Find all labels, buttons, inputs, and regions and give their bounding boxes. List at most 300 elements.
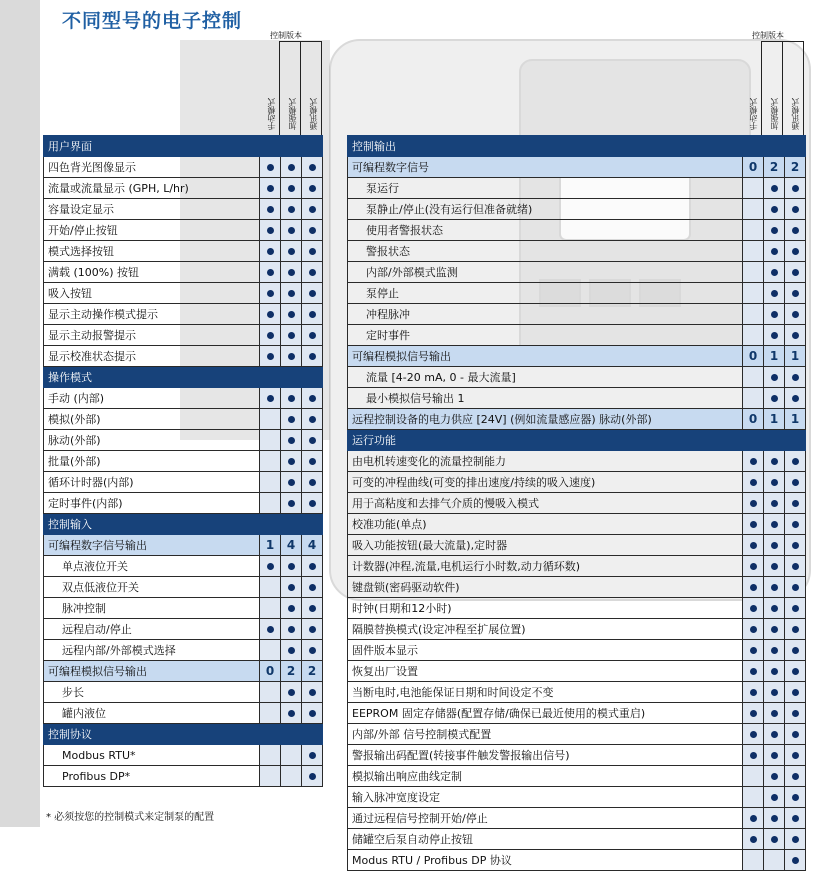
availability-cell — [785, 808, 806, 829]
availability-dot-icon — [792, 668, 799, 675]
availability-dot-icon — [771, 332, 778, 339]
availability-cell — [764, 640, 785, 661]
availability-dot-icon — [750, 710, 757, 717]
availability-cell — [764, 724, 785, 745]
availability-dot-icon — [750, 479, 757, 486]
availability-cell — [764, 661, 785, 682]
availability-cell — [743, 472, 764, 493]
empty-cell — [260, 577, 281, 598]
availability-cell — [260, 388, 281, 409]
right-section-header — [348, 136, 806, 157]
availability-cell — [764, 451, 785, 472]
left-feature-row — [44, 745, 323, 766]
feature-label: 满载 (100%) 按钮 — [44, 262, 260, 283]
availability-cell — [260, 241, 281, 262]
availability-cell — [743, 829, 764, 850]
availability-cell — [281, 682, 302, 703]
empty-cell — [260, 703, 281, 724]
availability-dot-icon — [750, 605, 757, 612]
availability-cell — [302, 325, 323, 346]
feature-label: 显示主动操作模式提示 — [44, 304, 260, 325]
count-cell: 4 — [281, 535, 302, 556]
col-comm-label-right: 通讯模式 — [791, 98, 800, 130]
feature-label: 脉动(外部) — [44, 430, 260, 451]
availability-dot-icon — [750, 689, 757, 696]
empty-cell — [743, 388, 764, 409]
availability-cell — [302, 304, 323, 325]
right-feature-row — [348, 493, 806, 514]
availability-cell — [743, 682, 764, 703]
availability-cell — [785, 577, 806, 598]
availability-dot-icon — [771, 731, 778, 738]
feature-label: 脉冲控制 — [44, 598, 260, 619]
feature-label: 远程控制设备的电力供应 [24V] (例如流量感应器) 脉动(外部) — [348, 409, 743, 430]
availability-dot-icon — [792, 311, 799, 318]
right-section-header — [348, 430, 806, 451]
availability-dot-icon — [309, 647, 316, 654]
availability-cell — [281, 703, 302, 724]
section-title: 用户界面 — [44, 136, 323, 157]
availability-cell — [785, 304, 806, 325]
availability-cell — [260, 157, 281, 178]
empty-cell — [743, 787, 764, 808]
availability-cell — [281, 577, 302, 598]
availability-cell — [764, 766, 785, 787]
left-feature-row — [44, 304, 323, 325]
availability-dot-icon — [267, 311, 274, 318]
availability-dot-icon — [309, 290, 316, 297]
col-enhanced-label-right: 加强模式 — [770, 98, 779, 130]
availability-dot-icon — [792, 605, 799, 612]
availability-cell — [302, 430, 323, 451]
availability-dot-icon — [288, 584, 295, 591]
left-feature-row — [44, 283, 323, 304]
availability-dot-icon — [267, 185, 274, 192]
availability-cell — [785, 388, 806, 409]
availability-cell — [785, 451, 806, 472]
feature-label: 模拟输出响应曲线定制 — [348, 766, 743, 787]
availability-dot-icon — [309, 185, 316, 192]
availability-cell — [260, 346, 281, 367]
availability-dot-icon — [309, 479, 316, 486]
availability-dot-icon — [309, 710, 316, 717]
availability-dot-icon — [267, 353, 274, 360]
right-feature-row — [348, 535, 806, 556]
left-feature-row — [44, 451, 323, 472]
availability-dot-icon — [771, 248, 778, 255]
feature-label: 最小模拟信号输出 1 — [348, 388, 743, 409]
availability-cell — [743, 724, 764, 745]
availability-cell — [281, 262, 302, 283]
availability-dot-icon — [309, 605, 316, 612]
availability-cell — [743, 703, 764, 724]
empty-cell — [281, 745, 302, 766]
empty-cell — [260, 745, 281, 766]
availability-cell — [260, 199, 281, 220]
empty-cell — [260, 598, 281, 619]
availability-dot-icon — [750, 458, 757, 465]
availability-dot-icon — [771, 626, 778, 633]
availability-dot-icon — [792, 332, 799, 339]
availability-dot-icon — [771, 542, 778, 549]
left-feature-row — [44, 409, 323, 430]
availability-dot-icon — [771, 815, 778, 822]
count-cell: 2 — [281, 661, 302, 682]
availability-dot-icon — [288, 605, 295, 612]
left-feature-row — [44, 640, 323, 661]
availability-dot-icon — [792, 290, 799, 297]
left-feature-row — [44, 178, 323, 199]
feature-label: 批量(外部) — [44, 451, 260, 472]
availability-dot-icon — [288, 185, 295, 192]
availability-dot-icon — [792, 773, 799, 780]
right-feature-row — [348, 514, 806, 535]
availability-dot-icon — [750, 563, 757, 570]
availability-dot-icon — [288, 626, 295, 633]
availability-cell — [764, 703, 785, 724]
col-manual-label-right: 手动模式 — [749, 98, 758, 130]
availability-cell — [281, 241, 302, 262]
availability-cell — [743, 493, 764, 514]
left-feature-row — [44, 262, 323, 283]
left-feature-row — [44, 220, 323, 241]
count-cell: 0 — [743, 157, 764, 178]
feature-label: 远程内部/外部模式选择 — [44, 640, 260, 661]
availability-dot-icon — [267, 227, 274, 234]
availability-dot-icon — [771, 311, 778, 318]
feature-label: 储罐空后泵自动停止按钮 — [348, 829, 743, 850]
availability-dot-icon — [288, 416, 295, 423]
left-section-header — [44, 514, 323, 535]
availability-cell — [281, 472, 302, 493]
right-feature-row — [348, 598, 806, 619]
availability-cell — [743, 640, 764, 661]
availability-dot-icon — [771, 773, 778, 780]
feature-label: 定时事件 — [348, 325, 743, 346]
availability-dot-icon — [267, 395, 274, 402]
availability-cell — [302, 619, 323, 640]
availability-cell — [260, 262, 281, 283]
feature-label: 模式选择按钮 — [44, 241, 260, 262]
left-feature-row — [44, 556, 323, 577]
availability-cell — [743, 808, 764, 829]
availability-cell — [260, 304, 281, 325]
availability-dot-icon — [288, 500, 295, 507]
feature-label: 恢复出厂设置 — [348, 661, 743, 682]
availability-cell — [764, 304, 785, 325]
availability-cell — [743, 577, 764, 598]
availability-dot-icon — [309, 248, 316, 255]
empty-cell — [743, 199, 764, 220]
availability-dot-icon — [771, 227, 778, 234]
availability-dot-icon — [309, 626, 316, 633]
availability-dot-icon — [288, 689, 295, 696]
availability-cell — [302, 283, 323, 304]
feature-label: 容量设定显示 — [44, 199, 260, 220]
left-group-row — [44, 535, 323, 556]
availability-dot-icon — [792, 521, 799, 528]
availability-dot-icon — [750, 500, 757, 507]
availability-cell — [281, 388, 302, 409]
availability-cell — [785, 367, 806, 388]
availability-dot-icon — [309, 332, 316, 339]
availability-dot-icon — [309, 416, 316, 423]
availability-dot-icon — [792, 857, 799, 864]
availability-cell — [785, 598, 806, 619]
availability-dot-icon — [771, 269, 778, 276]
right-feature-row — [348, 178, 806, 199]
feature-label: 四色背光图像显示 — [44, 157, 260, 178]
availability-dot-icon — [267, 290, 274, 297]
empty-cell — [260, 472, 281, 493]
feature-label: 可变的冲程曲线(可变的排出速度/持续的吸入速度) — [348, 472, 743, 493]
availability-dot-icon — [792, 374, 799, 381]
availability-dot-icon — [309, 227, 316, 234]
count-cell: 4 — [302, 535, 323, 556]
availability-dot-icon — [771, 836, 778, 843]
availability-cell — [281, 598, 302, 619]
feature-label: 用于高粘度和去排气介质的慢吸入模式 — [348, 493, 743, 514]
availability-cell — [743, 661, 764, 682]
left-section-header — [44, 136, 323, 157]
availability-dot-icon — [309, 752, 316, 759]
availability-dot-icon — [771, 605, 778, 612]
right-feature-row — [348, 283, 806, 304]
count-cell: 2 — [785, 157, 806, 178]
feature-label: 吸入按钮 — [44, 283, 260, 304]
availability-dot-icon — [267, 563, 274, 570]
empty-cell — [743, 325, 764, 346]
availability-cell — [260, 619, 281, 640]
empty-cell — [281, 766, 302, 787]
empty-cell — [260, 640, 281, 661]
empty-cell — [743, 850, 764, 871]
availability-dot-icon — [288, 563, 295, 570]
availability-dot-icon — [771, 206, 778, 213]
section-title: 运行功能 — [348, 430, 806, 451]
feature-label: 显示校准状态提示 — [44, 346, 260, 367]
empty-cell — [260, 493, 281, 514]
right-feature-row — [348, 829, 806, 850]
availability-cell — [785, 220, 806, 241]
availability-cell — [785, 745, 806, 766]
availability-dot-icon — [792, 815, 799, 822]
feature-label: Modus RTU / Profibus DP 协议 — [348, 850, 743, 871]
col-manual-label: 手动模式 — [267, 98, 276, 130]
availability-cell — [764, 829, 785, 850]
availability-cell — [764, 388, 785, 409]
availability-dot-icon — [267, 626, 274, 633]
availability-dot-icon — [267, 248, 274, 255]
availability-dot-icon — [750, 815, 757, 822]
availability-dot-icon — [288, 479, 295, 486]
empty-cell — [743, 304, 764, 325]
availability-cell — [785, 829, 806, 850]
availability-dot-icon — [792, 269, 799, 276]
availability-cell — [302, 640, 323, 661]
availability-cell — [785, 640, 806, 661]
right-feature-row — [348, 682, 806, 703]
availability-cell — [764, 787, 785, 808]
availability-dot-icon — [267, 332, 274, 339]
availability-cell — [302, 577, 323, 598]
control-version-caption: 控制版本 — [270, 31, 302, 40]
availability-dot-icon — [792, 626, 799, 633]
availability-cell — [785, 178, 806, 199]
availability-cell — [785, 514, 806, 535]
feature-label: 可编程模拟信号输出 — [348, 346, 743, 367]
count-cell: 1 — [785, 346, 806, 367]
availability-dot-icon — [792, 710, 799, 717]
empty-cell — [743, 262, 764, 283]
right-feature-row — [348, 262, 806, 283]
availability-dot-icon — [309, 437, 316, 444]
availability-cell — [302, 451, 323, 472]
availability-cell — [764, 745, 785, 766]
availability-cell — [764, 199, 785, 220]
availability-dot-icon — [792, 794, 799, 801]
right-feature-row — [348, 808, 806, 829]
availability-dot-icon — [267, 164, 274, 171]
feature-label: 由电机转速变化的流量控制能力 — [348, 451, 743, 472]
availability-cell — [260, 178, 281, 199]
col-enhanced-label: 加强模式 — [288, 98, 297, 130]
feature-label: 显示主动报警提示 — [44, 325, 260, 346]
availability-dot-icon — [771, 521, 778, 528]
left-group-row — [44, 661, 323, 682]
availability-cell — [281, 283, 302, 304]
right-feature-row — [348, 850, 806, 871]
availability-dot-icon — [792, 542, 799, 549]
availability-cell — [743, 535, 764, 556]
availability-dot-icon — [750, 731, 757, 738]
empty-cell — [260, 409, 281, 430]
availability-cell — [764, 577, 785, 598]
availability-cell — [764, 367, 785, 388]
availability-cell — [743, 451, 764, 472]
availability-dot-icon — [288, 710, 295, 717]
right-feature-row — [348, 577, 806, 598]
availability-cell — [281, 493, 302, 514]
availability-dot-icon — [309, 773, 316, 780]
empty-cell — [743, 220, 764, 241]
availability-dot-icon — [771, 752, 778, 759]
availability-cell — [785, 724, 806, 745]
availability-dot-icon — [288, 227, 295, 234]
availability-cell — [764, 283, 785, 304]
availability-cell — [281, 325, 302, 346]
count-cell: 1 — [785, 409, 806, 430]
availability-cell — [281, 346, 302, 367]
count-cell: 0 — [743, 409, 764, 430]
left-feature-row — [44, 157, 323, 178]
availability-cell — [302, 409, 323, 430]
count-cell: 1 — [764, 409, 785, 430]
availability-cell — [281, 178, 302, 199]
availability-dot-icon — [792, 185, 799, 192]
left-feature-row — [44, 199, 323, 220]
availability-dot-icon — [309, 353, 316, 360]
availability-cell — [785, 703, 806, 724]
feature-label: 流量或流量显示 (GPH, L/hr) — [44, 178, 260, 199]
availability-cell — [281, 430, 302, 451]
empty-cell — [260, 682, 281, 703]
availability-cell — [764, 808, 785, 829]
right-feature-row — [348, 451, 806, 472]
availability-dot-icon — [771, 374, 778, 381]
empty-cell — [743, 367, 764, 388]
count-cell: 0 — [260, 661, 281, 682]
count-cell: 2 — [764, 157, 785, 178]
right-feature-row — [348, 766, 806, 787]
availability-dot-icon — [792, 731, 799, 738]
availability-dot-icon — [288, 395, 295, 402]
availability-dot-icon — [267, 269, 274, 276]
availability-cell — [785, 556, 806, 577]
availability-cell — [743, 514, 764, 535]
availability-cell — [785, 850, 806, 871]
empty-cell — [743, 241, 764, 262]
count-cell: 1 — [260, 535, 281, 556]
availability-cell — [764, 262, 785, 283]
left-section-header — [44, 724, 323, 745]
footnote: * 必须按您的控制模式来定制泵的配置 — [46, 812, 215, 823]
availability-dot-icon — [309, 689, 316, 696]
availability-cell — [785, 535, 806, 556]
availability-cell — [260, 325, 281, 346]
availability-cell — [764, 325, 785, 346]
feature-label: 校准功能(单点) — [348, 514, 743, 535]
feature-label: 流量 [4-20 mA, 0 - 最大流量] — [348, 367, 743, 388]
feature-label: 计数器(冲程,流量,电机运行小时数,动力循环数) — [348, 556, 743, 577]
availability-cell — [281, 619, 302, 640]
feature-label: 双点低液位开关 — [44, 577, 260, 598]
availability-dot-icon — [309, 206, 316, 213]
availability-dot-icon — [771, 710, 778, 717]
availability-cell — [764, 598, 785, 619]
availability-dot-icon — [288, 458, 295, 465]
availability-dot-icon — [750, 668, 757, 675]
availability-cell — [302, 703, 323, 724]
right-feature-row — [348, 787, 806, 808]
right-feature-row — [348, 325, 806, 346]
availability-cell — [785, 241, 806, 262]
availability-cell — [302, 262, 323, 283]
feature-label: 罐内液位 — [44, 703, 260, 724]
availability-cell — [302, 346, 323, 367]
availability-dot-icon — [750, 521, 757, 528]
availability-cell — [785, 472, 806, 493]
availability-cell — [764, 556, 785, 577]
availability-dot-icon — [792, 248, 799, 255]
availability-cell — [743, 745, 764, 766]
right-feature-row — [348, 556, 806, 577]
feature-label: 可编程模拟信号输出 — [44, 661, 260, 682]
right-feature-row — [348, 661, 806, 682]
left-section-header — [44, 367, 323, 388]
right-column-header — [742, 30, 806, 136]
left-feature-row — [44, 241, 323, 262]
right-feature-row — [348, 241, 806, 262]
availability-dot-icon — [288, 647, 295, 654]
empty-cell — [743, 283, 764, 304]
feature-label: 当断电时,电池能保证日期和时间设定不变 — [348, 682, 743, 703]
availability-dot-icon — [288, 269, 295, 276]
left-spec-table — [43, 135, 323, 787]
availability-dot-icon — [750, 626, 757, 633]
availability-dot-icon — [771, 689, 778, 696]
availability-cell — [302, 766, 323, 787]
